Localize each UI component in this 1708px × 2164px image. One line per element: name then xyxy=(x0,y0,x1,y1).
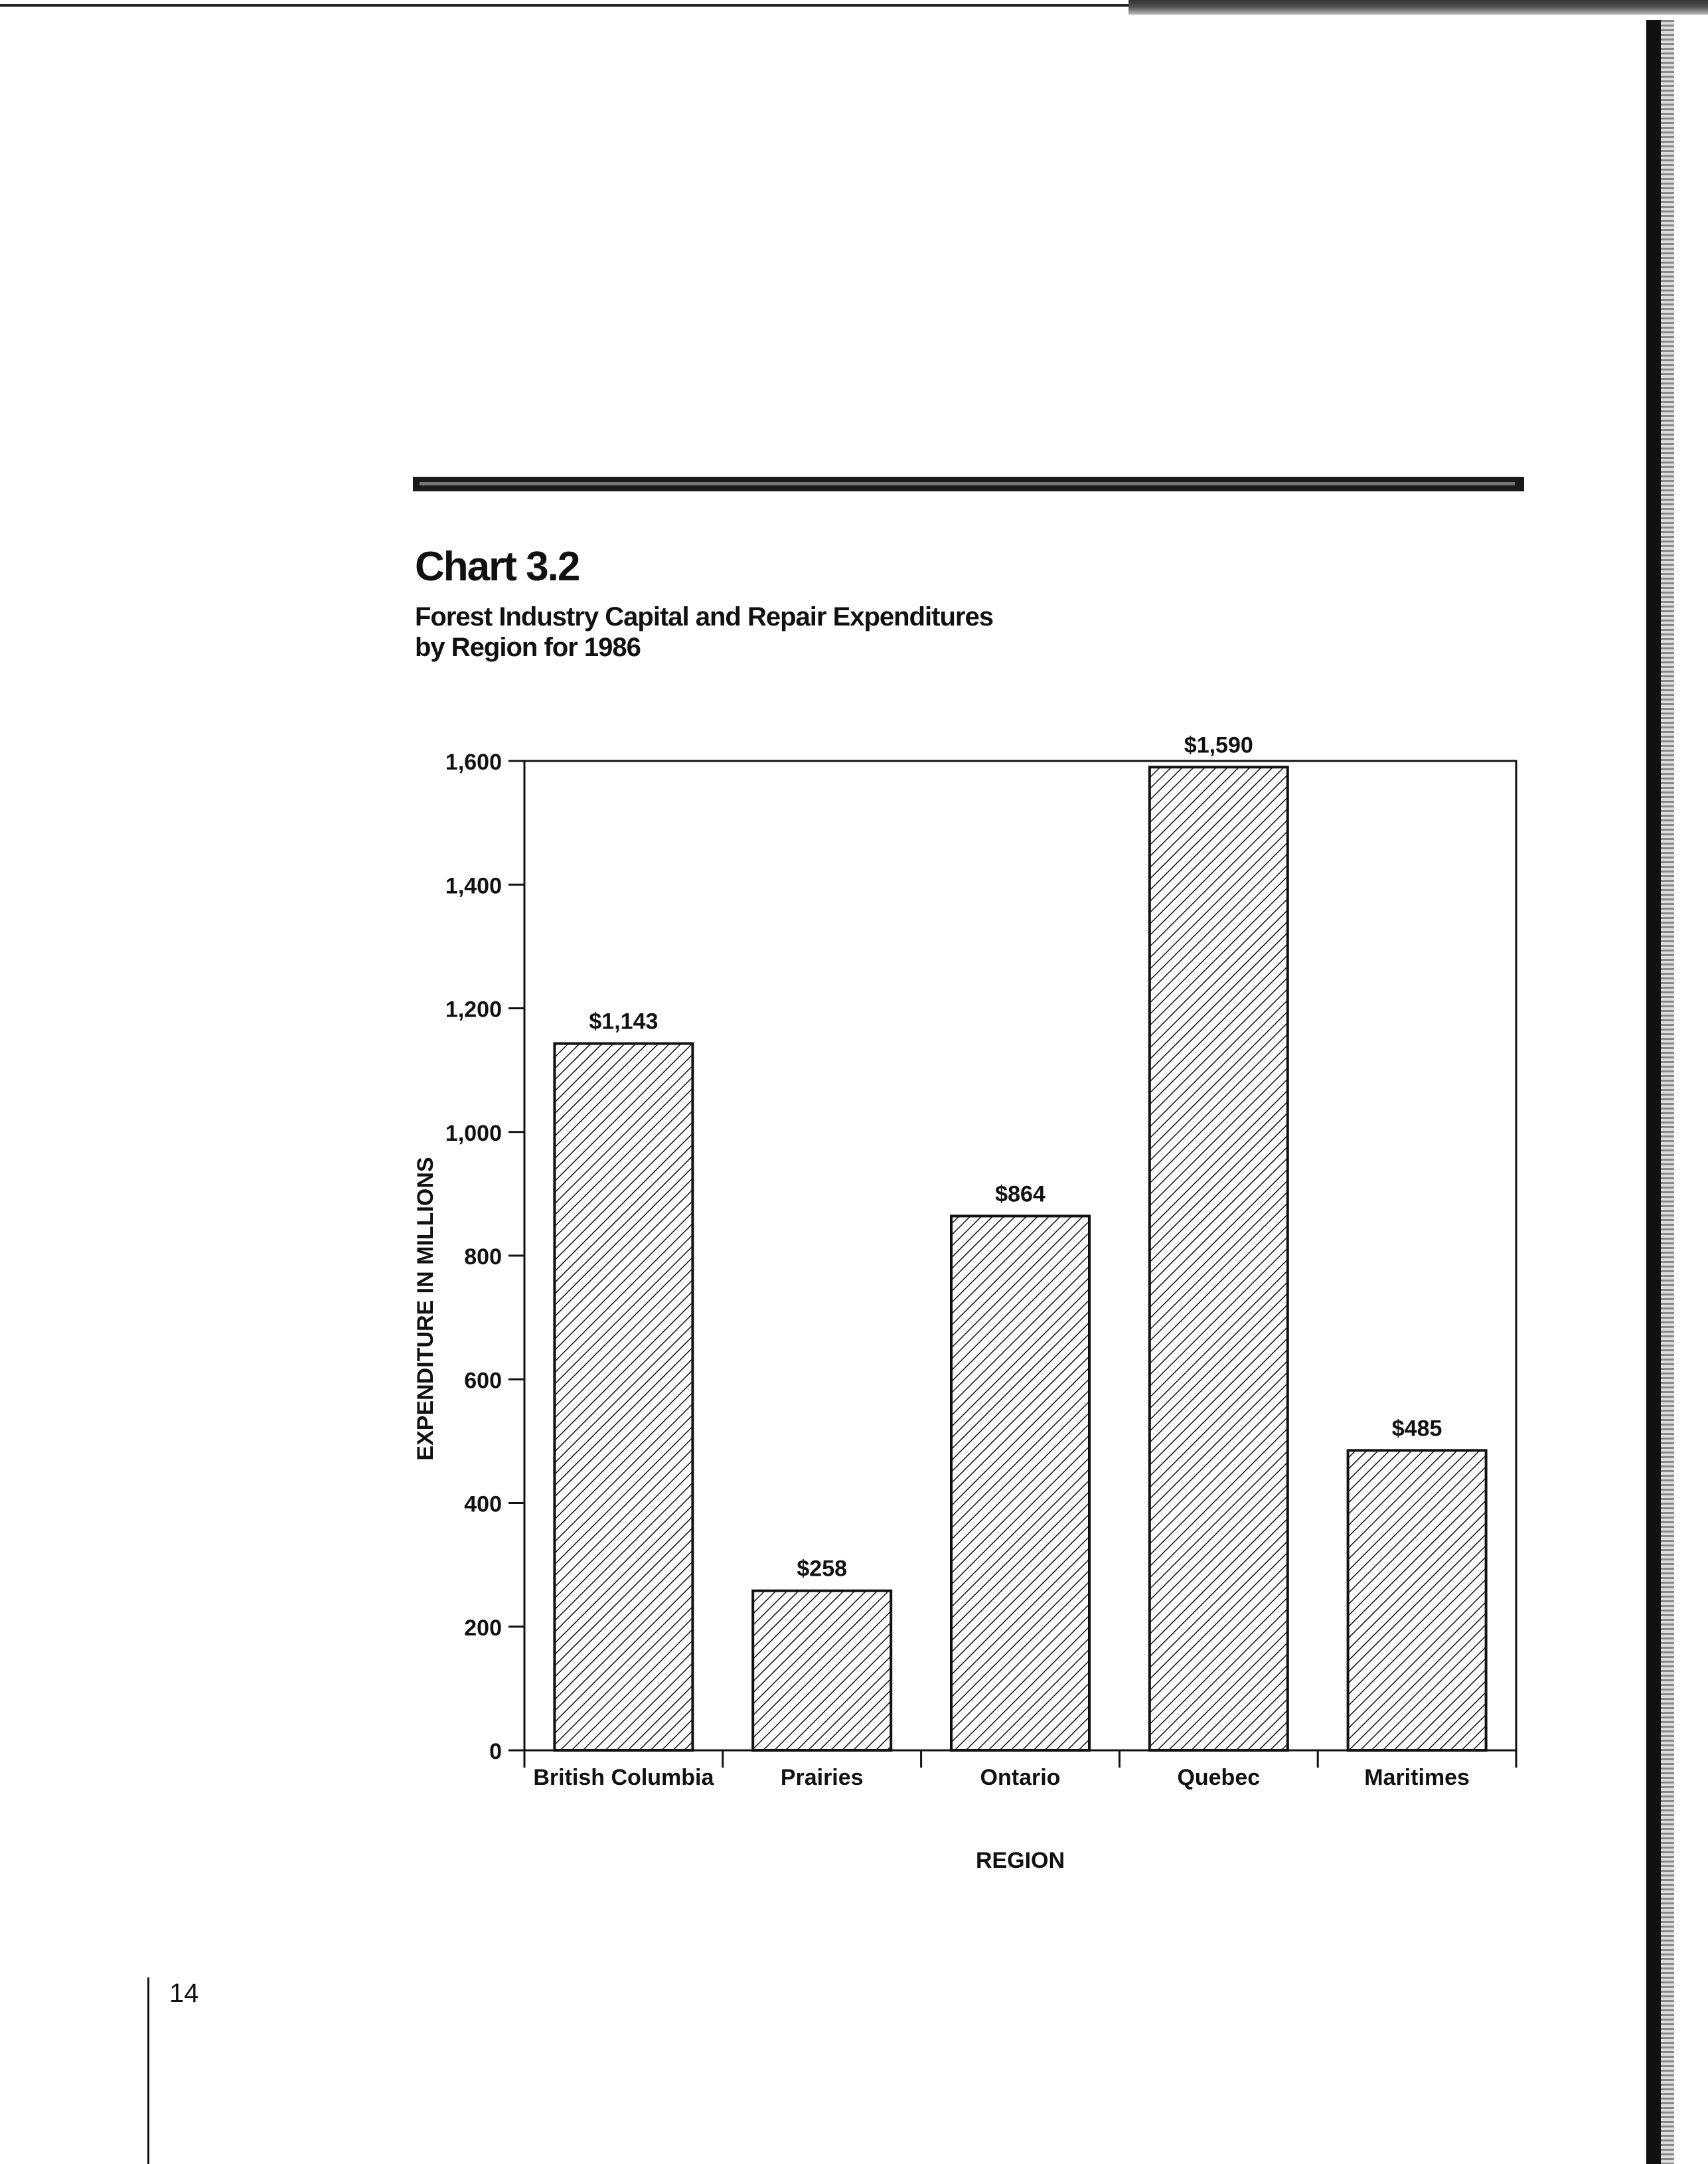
page-number: 14 xyxy=(169,1979,199,2008)
chart-title-line-2: by Region for 1986 xyxy=(415,633,641,662)
y-tick-label: 800 xyxy=(464,1244,502,1270)
x-category-label: Maritimes xyxy=(1364,1765,1470,1790)
x-category-label: British Columbia xyxy=(533,1765,714,1790)
x-category-label: Ontario xyxy=(980,1765,1061,1790)
x-category-label: Prairies xyxy=(780,1765,864,1790)
y-tick-label: 200 xyxy=(464,1615,502,1641)
bar-value-label: $864 xyxy=(995,1181,1046,1207)
bar xyxy=(554,1044,692,1750)
x-axis-title: REGION xyxy=(975,1848,1065,1873)
y-tick-label: 1,400 xyxy=(445,873,502,899)
bar-value-label: $258 xyxy=(797,1556,848,1582)
y-tick-label: 400 xyxy=(464,1491,502,1517)
bar-value-label: $485 xyxy=(1391,1416,1442,1442)
y-tick-label: 1,200 xyxy=(445,997,502,1023)
bar-value-label: $1,143 xyxy=(589,1009,659,1035)
bar xyxy=(951,1216,1089,1750)
y-tick-label: 600 xyxy=(464,1368,502,1394)
y-tick-label: 1,600 xyxy=(445,750,502,775)
chart-title-line-1: Forest Industry Capital and Repair Expenditures xyxy=(415,602,993,631)
bar xyxy=(1150,767,1288,1750)
bar xyxy=(753,1591,891,1750)
y-tick-label: 1,000 xyxy=(445,1120,502,1146)
x-category-label: Quebec xyxy=(1177,1765,1261,1790)
page-number-rule xyxy=(147,1977,149,2164)
bar-value-label: $1,590 xyxy=(1184,732,1253,758)
bar xyxy=(1348,1450,1486,1750)
y-axis-title: EXPENDITURE IN MILLIONS xyxy=(413,1157,438,1461)
chart-number: Chart 3.2 xyxy=(415,544,580,590)
y-tick-label: 0 xyxy=(489,1739,502,1764)
